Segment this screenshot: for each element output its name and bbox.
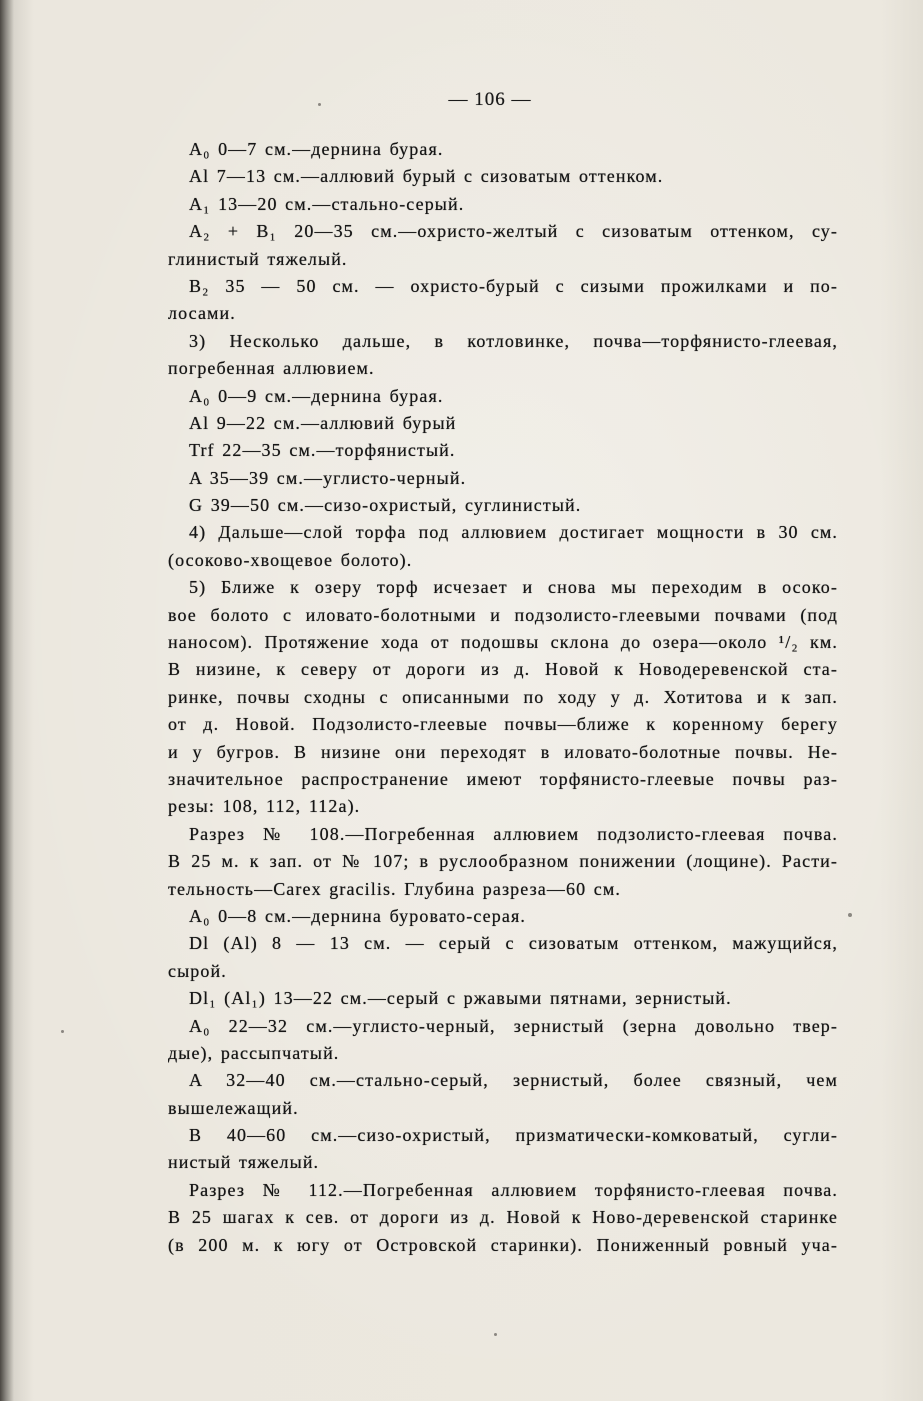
text-line: G 39—50 см.—сизо-охристый, суглинистый. [189, 495, 582, 516]
text-line: В 25 м. к зап. от № 107; в руслообразном понижении (лощине). Расти- [168, 851, 838, 872]
text-line: A₂ + B₁ 20—35 см.—охристо-желтый с сизоватым оттенком, су- [189, 221, 838, 242]
paper-speck [318, 103, 321, 106]
paper-speck [61, 1030, 64, 1033]
text-line: ринке, почвы сходны с описанными по ходу у д. Хотитова и к зап. [168, 686, 838, 707]
text-line: Al 7—13 см.—аллювий бурый с сизоватым оттенком. [189, 166, 664, 187]
text-line: 4) Дальше—слой торфа под аллювием достигает мощности в 30 см. [189, 522, 838, 543]
text-line: вышележащий. [168, 1097, 299, 1118]
text-line: наносом). Протяжение хода от подошвы склона до озера—около ¹/₂ км. [168, 632, 838, 653]
page-body [168, 136, 838, 1259]
text-line: и у бугров. В низине они переходят в иловато-болотные почвы. Не- [168, 741, 838, 762]
text-line: B₂ 35 — 50 см. — охристо-бурый с сизыми прожилками и по- [189, 275, 838, 296]
text-line: резы: 108, 112, 112а). [168, 796, 361, 817]
text-line: нистый тяжелый. [168, 1152, 320, 1173]
text-line: В низине, к северу от дороги из д. Новой к Новодеревенской ста- [168, 659, 838, 680]
text-line: сырой. [168, 960, 227, 981]
text-line: 3) Несколько дальше, в котловинке, почва—торфянисто-глеевая, [189, 330, 838, 351]
text-line: B 40—60 см.—сизо-охристый, призматически-комковатый, сугли- [189, 1125, 838, 1146]
text-line: тельность—Carex gracilis. Глубина разреза—60 см. [168, 878, 621, 899]
text-line: A₀ 0—8 см.—дернина буровато-серая. [189, 905, 526, 926]
paper-speck [494, 1333, 497, 1336]
text-line: от д. Новой. Подзолисто-глеевые почвы—ближе к коренному берегу [168, 714, 838, 735]
text-line: Trf 22—35 см.—торфянистый. [189, 440, 456, 461]
text-line: значительное распространение имеют торфянисто-глеевые почвы раз- [168, 768, 838, 789]
page-number: — 106 — [448, 89, 532, 110]
paper-speck [848, 913, 852, 917]
text-line: A 35—39 см.—углисто-черный. [189, 467, 467, 488]
text-line: (осоково-хвощевое болото). [168, 549, 413, 570]
text-line: A₀ 0—9 см.—дернина бурая. [189, 385, 444, 406]
text-line: вое болото с иловато-болотными и подзолисто-глеевыми почвами (под [168, 604, 838, 625]
text-line: Dl₁ (Al₁) 13—22 см.—серый с ржавыми пятнами, зернистый. [189, 988, 732, 1009]
text-line: глинистый тяжелый. [168, 248, 348, 269]
text-line: A 32—40 см.—стально-серый, зернистый, более связный, чем [189, 1070, 838, 1091]
text-line: Разрез № 112.—Погребенная аллювием торфянисто-глеевая почва. [189, 1179, 838, 1200]
text-line: A₀ 22—32 см.—углисто-черный, зернистый (зерна довольно твер- [189, 1015, 838, 1036]
text-line: (в 200 м. к югу от Островской старинки). Пониженный ровный уча- [168, 1234, 838, 1255]
text-line: Dl (Al) 8 — 13 см. — серый с сизоватым оттенком, мажущийся, [189, 933, 838, 954]
text-line: погребенная аллювием. [168, 358, 375, 379]
text-line: В 25 шагах к сев. от дороги из д. Новой к Ново-деревенской старинке [168, 1207, 838, 1228]
text-line: дые), рассыпчатый. [168, 1042, 340, 1063]
text-line: A₁ 13—20 см.—стально-серый. [189, 193, 465, 214]
text-line: 5) Ближе к озеру торф исчезает и снова мы переходим в осоко- [189, 577, 838, 598]
text-line: лосами. [168, 303, 236, 324]
text-line: A₀ 0—7 см.—дернина бурая. [189, 139, 444, 159]
text-line: Разрез № 108.—Погребенная аллювием подзолисто-глеевая почва. [189, 823, 838, 844]
text-line: Al 9—22 см.—аллювий бурый [189, 412, 457, 433]
